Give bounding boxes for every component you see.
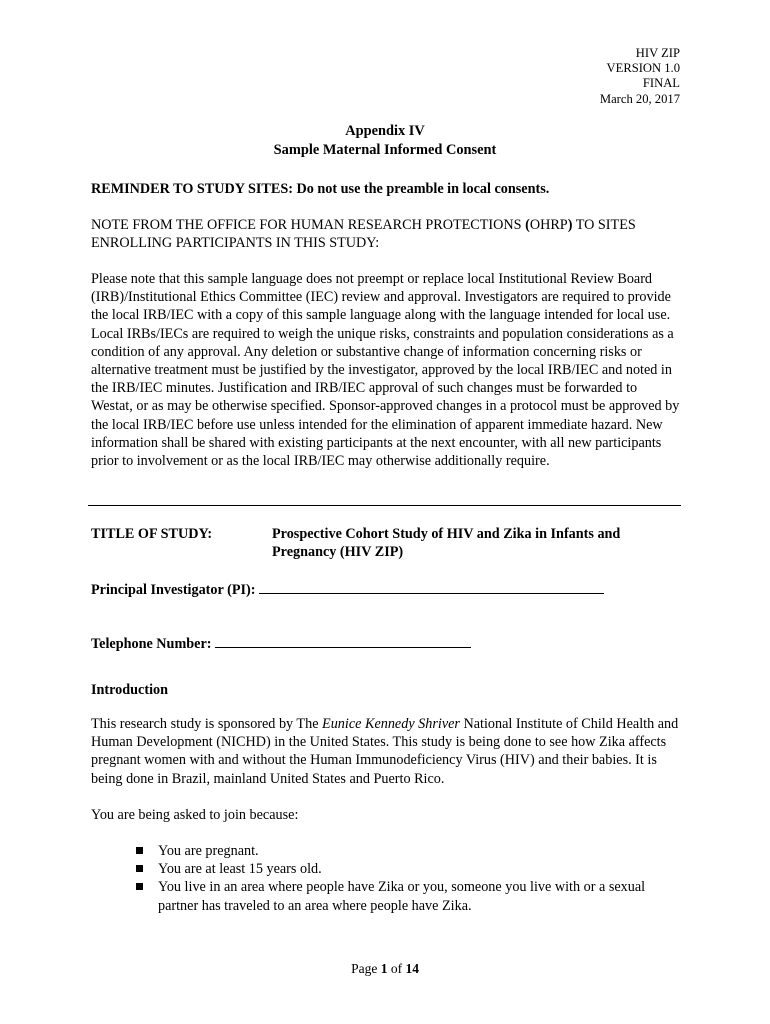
reminder-text: REMINDER TO STUDY SITES: Do not use the preamble in local consents.	[91, 181, 550, 197]
section-divider	[88, 505, 681, 506]
introduction-heading: Introduction	[91, 682, 168, 698]
consent-title: Sample Maternal Informed Consent	[273, 142, 497, 158]
footer-of-word: of	[387, 961, 406, 976]
pi-row	[91, 579, 681, 599]
header-date: March 20, 2017	[599, 91, 680, 106]
phone-row	[91, 633, 681, 653]
introduction-paragraph	[91, 715, 681, 788]
list-item-text: You are pregnant.	[158, 843, 259, 859]
header-study-name: HIV ZIP	[635, 46, 680, 60]
footer-page-word: Page	[351, 961, 381, 976]
list-item	[91, 878, 674, 914]
footer-page-number: 1	[380, 961, 388, 976]
appendix-title: Appendix IV	[345, 123, 425, 139]
ohrp-paren-close: )	[567, 217, 573, 233]
list-item	[91, 842, 691, 860]
square-bullet-icon	[136, 883, 143, 890]
page-footer	[0, 960, 770, 978]
pi-blank-line[interactable]	[259, 579, 604, 594]
ohrp-acronym: OHRP	[529, 217, 568, 233]
document-header	[600, 46, 680, 107]
document-title	[0, 122, 770, 160]
pi-label: Principal Investigator (PI):	[91, 582, 256, 598]
intro-sponsor-name: Eunice Kennedy Shriver	[322, 716, 460, 732]
study-title-label: TITLE OF STUDY:	[91, 526, 213, 542]
footer-page-total: 14	[405, 961, 419, 976]
list-item-text: You are at least 15 years old.	[158, 861, 322, 878]
square-bullet-icon	[136, 847, 143, 854]
ohrp-note-before: NOTE FROM THE OFFICE FOR HUMAN RESEARCH PROTECTIONS	[91, 217, 526, 233]
phone-blank-line[interactable]	[215, 633, 471, 648]
intro-text-end: National Institute of Child Health and Human Development (NICHD) in the United States. This study is being done to see how Zika affects pregnant women with and without the Human Immunodeficiency Virus (HIV) and their babies. It is being done in Brazil, mainland United States and Puerto Rico.	[91, 716, 679, 787]
ohrp-note	[91, 216, 681, 252]
eligibility-list	[91, 842, 691, 915]
list-item-text: You live in an area where people have Zika or you, someone you live with or a sexual partner has traveled to an area where people have Zika.	[158, 879, 646, 914]
header-version: VERSION 1.0	[606, 61, 680, 76]
list-item	[91, 860, 691, 878]
header-status: FINAL	[642, 76, 680, 91]
square-bullet-icon	[136, 865, 143, 872]
asked-to-join-text: You are being asked to join because:	[91, 807, 299, 823]
intro-text-start: This research study is sponsored by The	[91, 716, 323, 732]
phone-label: Telephone Number:	[91, 636, 212, 652]
ohrp-note-after: TO SITES ENROLLING PARTICIPANTS IN THIS STUDY:	[91, 217, 636, 252]
ohrp-paren-open: (	[525, 217, 530, 233]
study-title-value: Prospective Cohort Study of HIV and Zika in Infants and Pregnancy (HIV ZIP)	[272, 526, 621, 561]
preamble-paragraph: Please note that this sample language does not preempt or replace local Institutional Review Board (IRB)/Institutional Ethics Committee (IEC) review and approval. Investigators are required to provide the local IRB/IEC with a copy of this sample language along with the language intended for local use. Local IRBs/IECs are required to weigh the unique risks, constraints and population considerations as a condition of any approval. Any deletion or substantive change of information concerning risks or alternative treatment must be justified by the investigator, approved by the local IRB/IEC and noted in the IRB/IEC minutes. Justification and IRB/IEC approval of such changes must be forwarded to Westat, or as may be otherwise specified. Sponsor-approved changes in a protocol must be approved by the local IRB/IEC before use unless intended for the elimination of apparent immediate hazard. New information shall be shared with existing participants at the next encounter, with all new participants prior to involvement or as the local IRB/IEC may otherwise additionally require.	[91, 271, 680, 470]
